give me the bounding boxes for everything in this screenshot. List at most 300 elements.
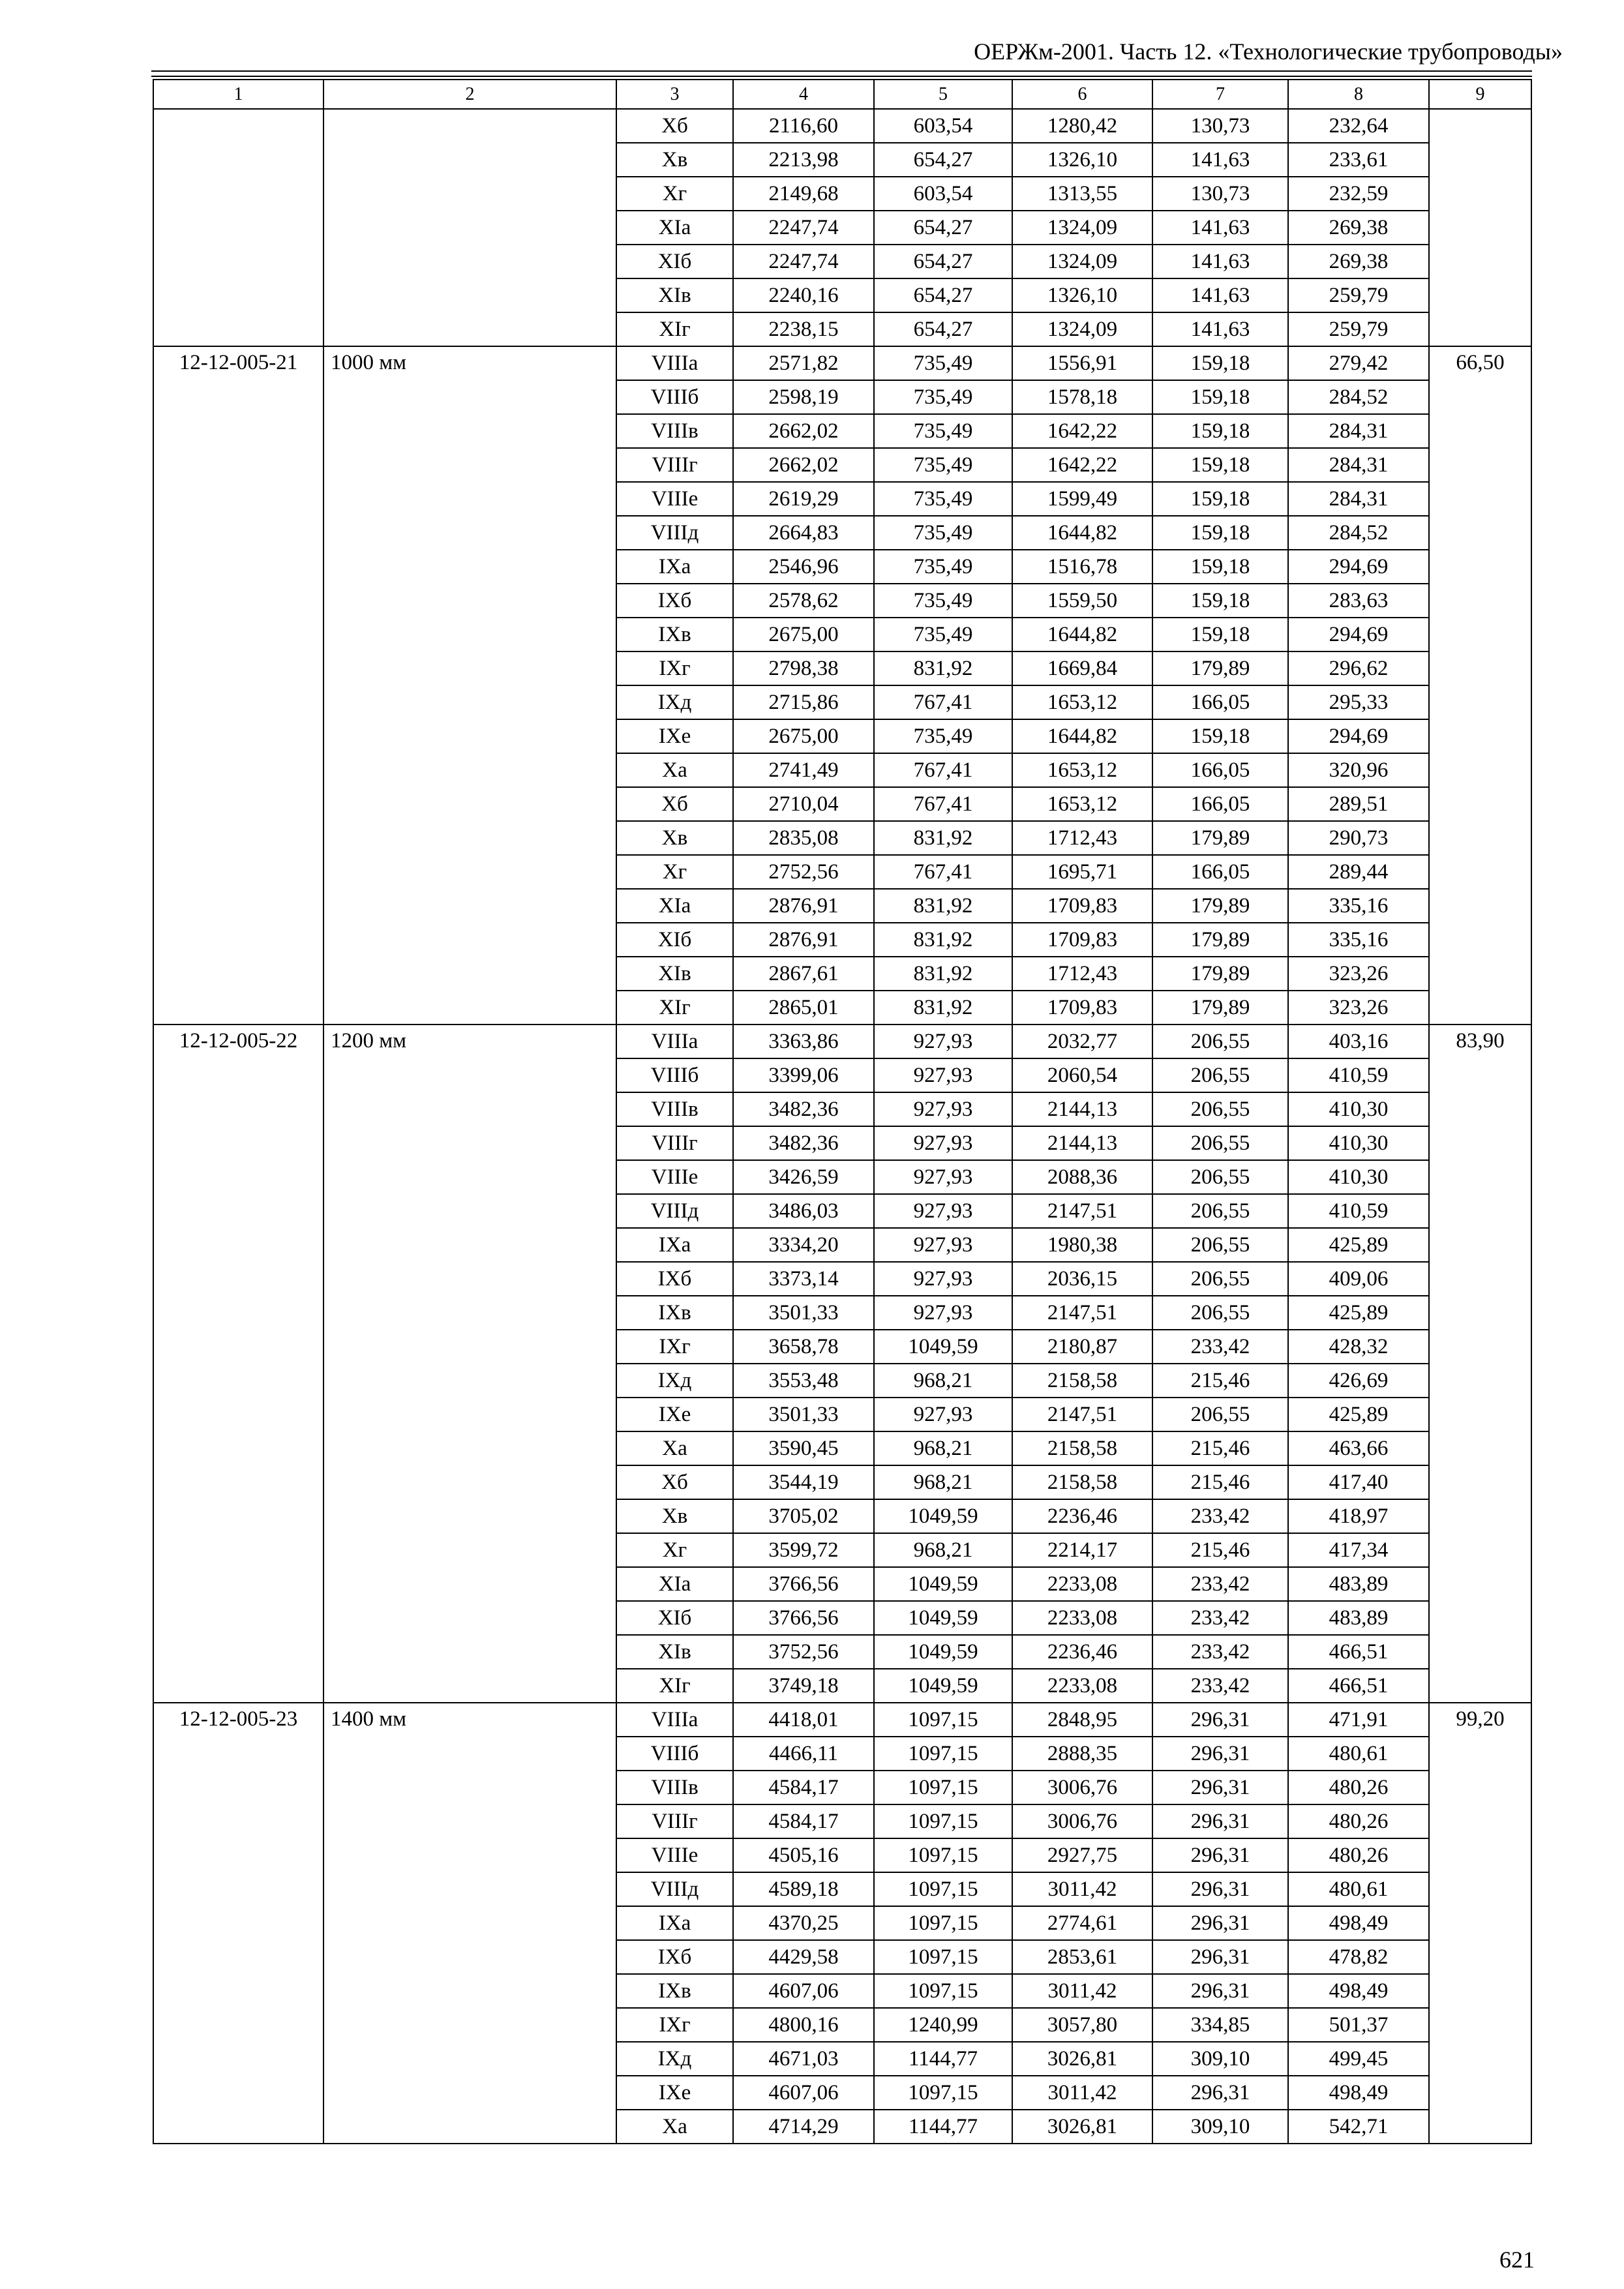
labor-cost: 1097,15 bbox=[874, 1703, 1012, 1737]
labor-cost: 927,93 bbox=[874, 1126, 1012, 1160]
row-category: Хг bbox=[616, 177, 733, 211]
operator-wage: 179,89 bbox=[1152, 651, 1288, 685]
machine-cost: 2088,36 bbox=[1012, 1160, 1152, 1194]
machine-cost: 2888,35 bbox=[1012, 1737, 1152, 1771]
labor-cost: 1049,59 bbox=[874, 1330, 1012, 1364]
operator-wage: 233,42 bbox=[1152, 1669, 1288, 1703]
row-category: VIIIе bbox=[616, 1160, 733, 1194]
machine-cost: 1709,83 bbox=[1012, 923, 1152, 957]
machine-cost: 1313,55 bbox=[1012, 177, 1152, 211]
row-category: VIIIе bbox=[616, 482, 733, 516]
labor-cost: 654,27 bbox=[874, 245, 1012, 278]
materials-cost: 410,59 bbox=[1288, 1194, 1429, 1228]
total-cost: 3553,48 bbox=[733, 1364, 874, 1398]
row-category: VIIIв bbox=[616, 1092, 733, 1126]
total-cost: 2247,74 bbox=[733, 245, 874, 278]
total-cost: 4505,16 bbox=[733, 1838, 874, 1872]
total-cost: 4607,06 bbox=[733, 2076, 874, 2110]
row-category: Хб bbox=[616, 787, 733, 821]
operator-wage: 179,89 bbox=[1152, 923, 1288, 957]
row-category: VIIIб bbox=[616, 1737, 733, 1771]
machine-cost: 1556,91 bbox=[1012, 346, 1152, 380]
labor-cost: 735,49 bbox=[874, 414, 1012, 448]
table-row bbox=[153, 109, 1531, 143]
materials-cost: 279,42 bbox=[1288, 346, 1429, 380]
operator-wage: 296,31 bbox=[1152, 1737, 1288, 1771]
machine-cost: 1669,84 bbox=[1012, 651, 1152, 685]
operator-wage: 179,89 bbox=[1152, 821, 1288, 855]
machine-cost: 3057,80 bbox=[1012, 2008, 1152, 2042]
labor-cost: 735,49 bbox=[874, 516, 1012, 550]
labor-cost: 831,92 bbox=[874, 821, 1012, 855]
machine-cost: 3026,81 bbox=[1012, 2110, 1152, 2144]
materials-cost: 284,31 bbox=[1288, 482, 1429, 516]
total-cost: 4589,18 bbox=[733, 1872, 874, 1906]
total-cost: 2247,74 bbox=[733, 211, 874, 245]
total-cost: 3766,56 bbox=[733, 1567, 874, 1601]
labor-cost: 927,93 bbox=[874, 1058, 1012, 1092]
labor-cost: 735,49 bbox=[874, 719, 1012, 753]
operator-wage: 141,63 bbox=[1152, 278, 1288, 312]
materials-cost: 323,26 bbox=[1288, 991, 1429, 1025]
total-cost: 3705,02 bbox=[733, 1499, 874, 1533]
operator-wage: 233,42 bbox=[1152, 1330, 1288, 1364]
column-number: 5 bbox=[874, 80, 1012, 109]
materials-cost: 410,30 bbox=[1288, 1092, 1429, 1126]
total-cost: 2240,16 bbox=[733, 278, 874, 312]
total-cost: 2662,02 bbox=[733, 448, 874, 482]
machine-cost: 1644,82 bbox=[1012, 719, 1152, 753]
machine-cost: 2214,17 bbox=[1012, 1533, 1152, 1567]
operator-wage: 296,31 bbox=[1152, 1703, 1288, 1737]
row-category: VIIIб bbox=[616, 1058, 733, 1092]
total-cost: 2213,98 bbox=[733, 143, 874, 177]
materials-cost: 294,69 bbox=[1288, 550, 1429, 584]
row-category: IХе bbox=[616, 1398, 733, 1431]
operator-wage: 166,05 bbox=[1152, 855, 1288, 889]
machine-cost: 1280,42 bbox=[1012, 109, 1152, 143]
operator-wage: 166,05 bbox=[1152, 685, 1288, 719]
labor-cost: 831,92 bbox=[874, 923, 1012, 957]
materials-cost: 284,31 bbox=[1288, 414, 1429, 448]
machine-cost: 3006,76 bbox=[1012, 1804, 1152, 1838]
column-number: 1 bbox=[153, 80, 323, 109]
row-category: Ха bbox=[616, 2110, 733, 2144]
machine-cost: 1578,18 bbox=[1012, 380, 1152, 414]
mass-cell: 66,50 bbox=[1429, 346, 1531, 1025]
materials-cost: 283,63 bbox=[1288, 584, 1429, 618]
machine-cost: 2158,58 bbox=[1012, 1364, 1152, 1398]
column-number-row bbox=[153, 80, 1531, 109]
row-category: IХд bbox=[616, 1364, 733, 1398]
machine-cost: 2032,77 bbox=[1012, 1025, 1152, 1058]
operator-wage: 206,55 bbox=[1152, 1126, 1288, 1160]
machine-cost: 2147,51 bbox=[1012, 1398, 1152, 1431]
operator-wage: 159,18 bbox=[1152, 482, 1288, 516]
operator-wage: 296,31 bbox=[1152, 1872, 1288, 1906]
materials-cost: 542,71 bbox=[1288, 2110, 1429, 2144]
row-category: VIIIб bbox=[616, 380, 733, 414]
labor-cost: 927,93 bbox=[874, 1194, 1012, 1228]
machine-cost: 1980,38 bbox=[1012, 1228, 1152, 1262]
materials-cost: 294,69 bbox=[1288, 719, 1429, 753]
materials-cost: 463,66 bbox=[1288, 1431, 1429, 1465]
machine-cost: 2158,58 bbox=[1012, 1465, 1152, 1499]
total-cost: 2598,19 bbox=[733, 380, 874, 414]
row-category: IХе bbox=[616, 719, 733, 753]
materials-cost: 233,61 bbox=[1288, 143, 1429, 177]
row-category: IХг bbox=[616, 651, 733, 685]
materials-cost: 501,37 bbox=[1288, 2008, 1429, 2042]
column-number: 4 bbox=[733, 80, 874, 109]
labor-cost: 1049,59 bbox=[874, 1567, 1012, 1601]
labor-cost: 654,27 bbox=[874, 312, 1012, 346]
labor-cost: 1097,15 bbox=[874, 1771, 1012, 1804]
row-category: VIIIг bbox=[616, 1804, 733, 1838]
operator-wage: 141,63 bbox=[1152, 211, 1288, 245]
machine-cost: 1642,22 bbox=[1012, 414, 1152, 448]
machine-cost: 3026,81 bbox=[1012, 2042, 1152, 2076]
materials-cost: 409,06 bbox=[1288, 1262, 1429, 1296]
labor-cost: 1049,59 bbox=[874, 1669, 1012, 1703]
operator-wage: 309,10 bbox=[1152, 2042, 1288, 2076]
labor-cost: 1097,15 bbox=[874, 1872, 1012, 1906]
labor-cost: 767,41 bbox=[874, 753, 1012, 787]
row-category: ХIг bbox=[616, 991, 733, 1025]
name-cell: 1400 мм bbox=[323, 1703, 616, 2144]
total-cost: 2238,15 bbox=[733, 312, 874, 346]
machine-cost: 2774,61 bbox=[1012, 1906, 1152, 1940]
column-number: 9 bbox=[1429, 80, 1531, 109]
table-row bbox=[153, 346, 1531, 380]
labor-cost: 1097,15 bbox=[874, 2076, 1012, 2110]
total-cost: 3334,20 bbox=[733, 1228, 874, 1262]
machine-cost: 1709,83 bbox=[1012, 889, 1152, 923]
operator-wage: 159,18 bbox=[1152, 516, 1288, 550]
operator-wage: 141,63 bbox=[1152, 245, 1288, 278]
materials-cost: 284,52 bbox=[1288, 516, 1429, 550]
machine-cost: 1709,83 bbox=[1012, 991, 1152, 1025]
row-category: VIIIг bbox=[616, 448, 733, 482]
row-category: VIIIв bbox=[616, 414, 733, 448]
row-category: ХIа bbox=[616, 211, 733, 245]
labor-cost: 831,92 bbox=[874, 991, 1012, 1025]
labor-cost: 1097,15 bbox=[874, 1838, 1012, 1872]
labor-cost: 927,93 bbox=[874, 1398, 1012, 1431]
row-category: VIIIд bbox=[616, 1872, 733, 1906]
column-number: 8 bbox=[1288, 80, 1429, 109]
operator-wage: 206,55 bbox=[1152, 1262, 1288, 1296]
machine-cost: 2236,46 bbox=[1012, 1635, 1152, 1669]
materials-cost: 426,69 bbox=[1288, 1364, 1429, 1398]
machine-cost: 1324,09 bbox=[1012, 245, 1152, 278]
operator-wage: 215,46 bbox=[1152, 1431, 1288, 1465]
total-cost: 4466,11 bbox=[733, 1737, 874, 1771]
row-category: ХIа bbox=[616, 1567, 733, 1601]
labor-cost: 735,49 bbox=[874, 380, 1012, 414]
total-cost: 2876,91 bbox=[733, 889, 874, 923]
labor-cost: 1049,59 bbox=[874, 1601, 1012, 1635]
total-cost: 4800,16 bbox=[733, 2008, 874, 2042]
code-cell: 12-12-005-23 bbox=[153, 1703, 323, 2144]
materials-cost: 296,62 bbox=[1288, 651, 1429, 685]
operator-wage: 130,73 bbox=[1152, 109, 1288, 143]
materials-cost: 425,89 bbox=[1288, 1398, 1429, 1431]
total-cost: 3590,45 bbox=[733, 1431, 874, 1465]
row-category: IХб bbox=[616, 1940, 733, 1974]
machine-cost: 2233,08 bbox=[1012, 1669, 1152, 1703]
labor-cost: 831,92 bbox=[874, 889, 1012, 923]
total-cost: 2662,02 bbox=[733, 414, 874, 448]
mass-cell: 99,20 bbox=[1429, 1703, 1531, 2144]
materials-cost: 320,96 bbox=[1288, 753, 1429, 787]
machine-cost: 1326,10 bbox=[1012, 143, 1152, 177]
materials-cost: 425,89 bbox=[1288, 1296, 1429, 1330]
total-cost: 4418,01 bbox=[733, 1703, 874, 1737]
labor-cost: 927,93 bbox=[874, 1228, 1012, 1262]
machine-cost: 3011,42 bbox=[1012, 1974, 1152, 2008]
total-cost: 2546,96 bbox=[733, 550, 874, 584]
total-cost: 3482,36 bbox=[733, 1126, 874, 1160]
page-number: 621 bbox=[1499, 2247, 1535, 2273]
labor-cost: 735,49 bbox=[874, 346, 1012, 380]
labor-cost: 603,54 bbox=[874, 177, 1012, 211]
labor-cost: 735,49 bbox=[874, 618, 1012, 651]
machine-cost: 1324,09 bbox=[1012, 211, 1152, 245]
labor-cost: 1240,99 bbox=[874, 2008, 1012, 2042]
materials-cost: 269,38 bbox=[1288, 211, 1429, 245]
machine-cost: 1324,09 bbox=[1012, 312, 1152, 346]
materials-cost: 269,38 bbox=[1288, 245, 1429, 278]
materials-cost: 410,30 bbox=[1288, 1126, 1429, 1160]
labor-cost: 654,27 bbox=[874, 211, 1012, 245]
labor-cost: 735,49 bbox=[874, 482, 1012, 516]
row-category: IХе bbox=[616, 2076, 733, 2110]
total-cost: 3501,33 bbox=[733, 1296, 874, 1330]
total-cost: 2710,04 bbox=[733, 787, 874, 821]
row-category: Хб bbox=[616, 1465, 733, 1499]
machine-cost: 2144,13 bbox=[1012, 1092, 1152, 1126]
row-category: ХIб bbox=[616, 1601, 733, 1635]
operator-wage: 296,31 bbox=[1152, 1771, 1288, 1804]
machine-cost: 1559,50 bbox=[1012, 584, 1152, 618]
labor-cost: 1049,59 bbox=[874, 1499, 1012, 1533]
row-category: IХа bbox=[616, 1228, 733, 1262]
operator-wage: 233,42 bbox=[1152, 1567, 1288, 1601]
machine-cost: 2853,61 bbox=[1012, 1940, 1152, 1974]
machine-cost: 1653,12 bbox=[1012, 787, 1152, 821]
materials-cost: 290,73 bbox=[1288, 821, 1429, 855]
row-category: VIIIг bbox=[616, 1126, 733, 1160]
machine-cost: 2233,08 bbox=[1012, 1567, 1152, 1601]
row-category: ХIб bbox=[616, 245, 733, 278]
machine-cost: 2848,95 bbox=[1012, 1703, 1152, 1737]
row-category: IХд bbox=[616, 2042, 733, 2076]
table-row bbox=[153, 1025, 1531, 1058]
total-cost: 3544,19 bbox=[733, 1465, 874, 1499]
row-category: Ха bbox=[616, 1431, 733, 1465]
row-category: IХв bbox=[616, 1296, 733, 1330]
materials-cost: 259,79 bbox=[1288, 312, 1429, 346]
operator-wage: 159,18 bbox=[1152, 346, 1288, 380]
labor-cost: 1097,15 bbox=[874, 1804, 1012, 1838]
materials-cost: 335,16 bbox=[1288, 923, 1429, 957]
operator-wage: 206,55 bbox=[1152, 1025, 1288, 1058]
machine-cost: 3011,42 bbox=[1012, 1872, 1152, 1906]
materials-cost: 428,32 bbox=[1288, 1330, 1429, 1364]
code-cell: 12-12-005-21 bbox=[153, 346, 323, 1025]
materials-cost: 289,44 bbox=[1288, 855, 1429, 889]
operator-wage: 206,55 bbox=[1152, 1228, 1288, 1262]
labor-cost: 831,92 bbox=[874, 957, 1012, 991]
labor-cost: 735,49 bbox=[874, 448, 1012, 482]
labor-cost: 927,93 bbox=[874, 1296, 1012, 1330]
row-category: VIIIа bbox=[616, 1025, 733, 1058]
row-category: IХв bbox=[616, 618, 733, 651]
materials-cost: 418,97 bbox=[1288, 1499, 1429, 1533]
row-category: Хв bbox=[616, 1499, 733, 1533]
labor-cost: 767,41 bbox=[874, 685, 1012, 719]
row-category: Ха bbox=[616, 753, 733, 787]
operator-wage: 233,42 bbox=[1152, 1499, 1288, 1533]
materials-cost: 259,79 bbox=[1288, 278, 1429, 312]
operator-wage: 296,31 bbox=[1152, 2076, 1288, 2110]
operator-wage: 206,55 bbox=[1152, 1160, 1288, 1194]
row-category: ХIа bbox=[616, 889, 733, 923]
row-category: IХа bbox=[616, 550, 733, 584]
total-cost: 2664,83 bbox=[733, 516, 874, 550]
machine-cost: 3006,76 bbox=[1012, 1771, 1152, 1804]
materials-cost: 480,26 bbox=[1288, 1838, 1429, 1872]
machine-cost: 1516,78 bbox=[1012, 550, 1152, 584]
labor-cost: 1049,59 bbox=[874, 1635, 1012, 1669]
operator-wage: 159,18 bbox=[1152, 719, 1288, 753]
row-category: IХг bbox=[616, 1330, 733, 1364]
total-cost: 4671,03 bbox=[733, 2042, 874, 2076]
header-rule-thick bbox=[151, 70, 1532, 72]
operator-wage: 296,31 bbox=[1152, 1940, 1288, 1974]
total-cost: 2675,00 bbox=[733, 618, 874, 651]
operator-wage: 296,31 bbox=[1152, 1804, 1288, 1838]
operator-wage: 215,46 bbox=[1152, 1465, 1288, 1499]
labor-cost: 735,49 bbox=[874, 584, 1012, 618]
operator-wage: 206,55 bbox=[1152, 1058, 1288, 1092]
machine-cost: 3011,42 bbox=[1012, 2076, 1152, 2110]
row-category: Хг bbox=[616, 1533, 733, 1567]
machine-cost: 1712,43 bbox=[1012, 957, 1152, 991]
machine-cost: 1326,10 bbox=[1012, 278, 1152, 312]
materials-cost: 295,33 bbox=[1288, 685, 1429, 719]
materials-cost: 483,89 bbox=[1288, 1567, 1429, 1601]
total-cost: 2675,00 bbox=[733, 719, 874, 753]
row-category: Хв bbox=[616, 821, 733, 855]
labor-cost: 1144,77 bbox=[874, 2110, 1012, 2144]
machine-cost: 1712,43 bbox=[1012, 821, 1152, 855]
materials-cost: 417,34 bbox=[1288, 1533, 1429, 1567]
total-cost: 2571,82 bbox=[733, 346, 874, 380]
total-cost: 2867,61 bbox=[733, 957, 874, 991]
total-cost: 2149,68 bbox=[733, 177, 874, 211]
operator-wage: 159,18 bbox=[1152, 584, 1288, 618]
row-category: VIIIа bbox=[616, 1703, 733, 1737]
mass-cell bbox=[1429, 109, 1531, 346]
total-cost: 3373,14 bbox=[733, 1262, 874, 1296]
materials-cost: 498,49 bbox=[1288, 1906, 1429, 1940]
operator-wage: 141,63 bbox=[1152, 312, 1288, 346]
total-cost: 3426,59 bbox=[733, 1160, 874, 1194]
name-cell: 1000 мм bbox=[323, 346, 616, 1025]
machine-cost: 1644,82 bbox=[1012, 516, 1152, 550]
machine-cost: 2036,15 bbox=[1012, 1262, 1152, 1296]
machine-cost: 2147,51 bbox=[1012, 1296, 1152, 1330]
labor-cost: 654,27 bbox=[874, 143, 1012, 177]
materials-cost: 466,51 bbox=[1288, 1635, 1429, 1669]
materials-cost: 232,64 bbox=[1288, 109, 1429, 143]
row-category: ХIг bbox=[616, 312, 733, 346]
operator-wage: 296,31 bbox=[1152, 1838, 1288, 1872]
operator-wage: 296,31 bbox=[1152, 1906, 1288, 1940]
labor-cost: 1097,15 bbox=[874, 1940, 1012, 1974]
materials-cost: 480,26 bbox=[1288, 1804, 1429, 1838]
materials-cost: 466,51 bbox=[1288, 1669, 1429, 1703]
materials-cost: 480,61 bbox=[1288, 1737, 1429, 1771]
operator-wage: 166,05 bbox=[1152, 787, 1288, 821]
labor-cost: 735,49 bbox=[874, 550, 1012, 584]
operator-wage: 206,55 bbox=[1152, 1398, 1288, 1431]
table-row bbox=[153, 1703, 1531, 1737]
labor-cost: 1097,15 bbox=[874, 1737, 1012, 1771]
labor-cost: 927,93 bbox=[874, 1025, 1012, 1058]
machine-cost: 2147,51 bbox=[1012, 1194, 1152, 1228]
materials-cost: 284,31 bbox=[1288, 448, 1429, 482]
operator-wage: 141,63 bbox=[1152, 143, 1288, 177]
total-cost: 2578,62 bbox=[733, 584, 874, 618]
row-category: VIIIв bbox=[616, 1771, 733, 1804]
operator-wage: 215,46 bbox=[1152, 1533, 1288, 1567]
total-cost: 3658,78 bbox=[733, 1330, 874, 1364]
row-category: ХIв bbox=[616, 1635, 733, 1669]
operator-wage: 206,55 bbox=[1152, 1194, 1288, 1228]
operator-wage: 159,18 bbox=[1152, 380, 1288, 414]
total-cost: 4370,25 bbox=[733, 1906, 874, 1940]
total-cost: 2752,56 bbox=[733, 855, 874, 889]
total-cost: 2619,29 bbox=[733, 482, 874, 516]
row-category: Хг bbox=[616, 855, 733, 889]
row-category: VIIIе bbox=[616, 1838, 733, 1872]
row-category: ХIв bbox=[616, 278, 733, 312]
total-cost: 3486,03 bbox=[733, 1194, 874, 1228]
labor-cost: 927,93 bbox=[874, 1262, 1012, 1296]
labor-cost: 968,21 bbox=[874, 1465, 1012, 1499]
total-cost: 3482,36 bbox=[733, 1092, 874, 1126]
total-cost: 2865,01 bbox=[733, 991, 874, 1025]
materials-cost: 232,59 bbox=[1288, 177, 1429, 211]
labor-cost: 767,41 bbox=[874, 855, 1012, 889]
mass-cell: 83,90 bbox=[1429, 1025, 1531, 1703]
materials-cost: 483,89 bbox=[1288, 1601, 1429, 1635]
row-category: IХб bbox=[616, 584, 733, 618]
total-cost: 3501,33 bbox=[733, 1398, 874, 1431]
row-category: IХв bbox=[616, 1974, 733, 2008]
labor-cost: 603,54 bbox=[874, 109, 1012, 143]
operator-wage: 206,55 bbox=[1152, 1296, 1288, 1330]
total-cost: 2835,08 bbox=[733, 821, 874, 855]
row-category: ХIв bbox=[616, 957, 733, 991]
labor-cost: 654,27 bbox=[874, 278, 1012, 312]
operator-wage: 159,18 bbox=[1152, 550, 1288, 584]
total-cost: 4714,29 bbox=[733, 2110, 874, 2144]
column-number: 3 bbox=[616, 80, 733, 109]
